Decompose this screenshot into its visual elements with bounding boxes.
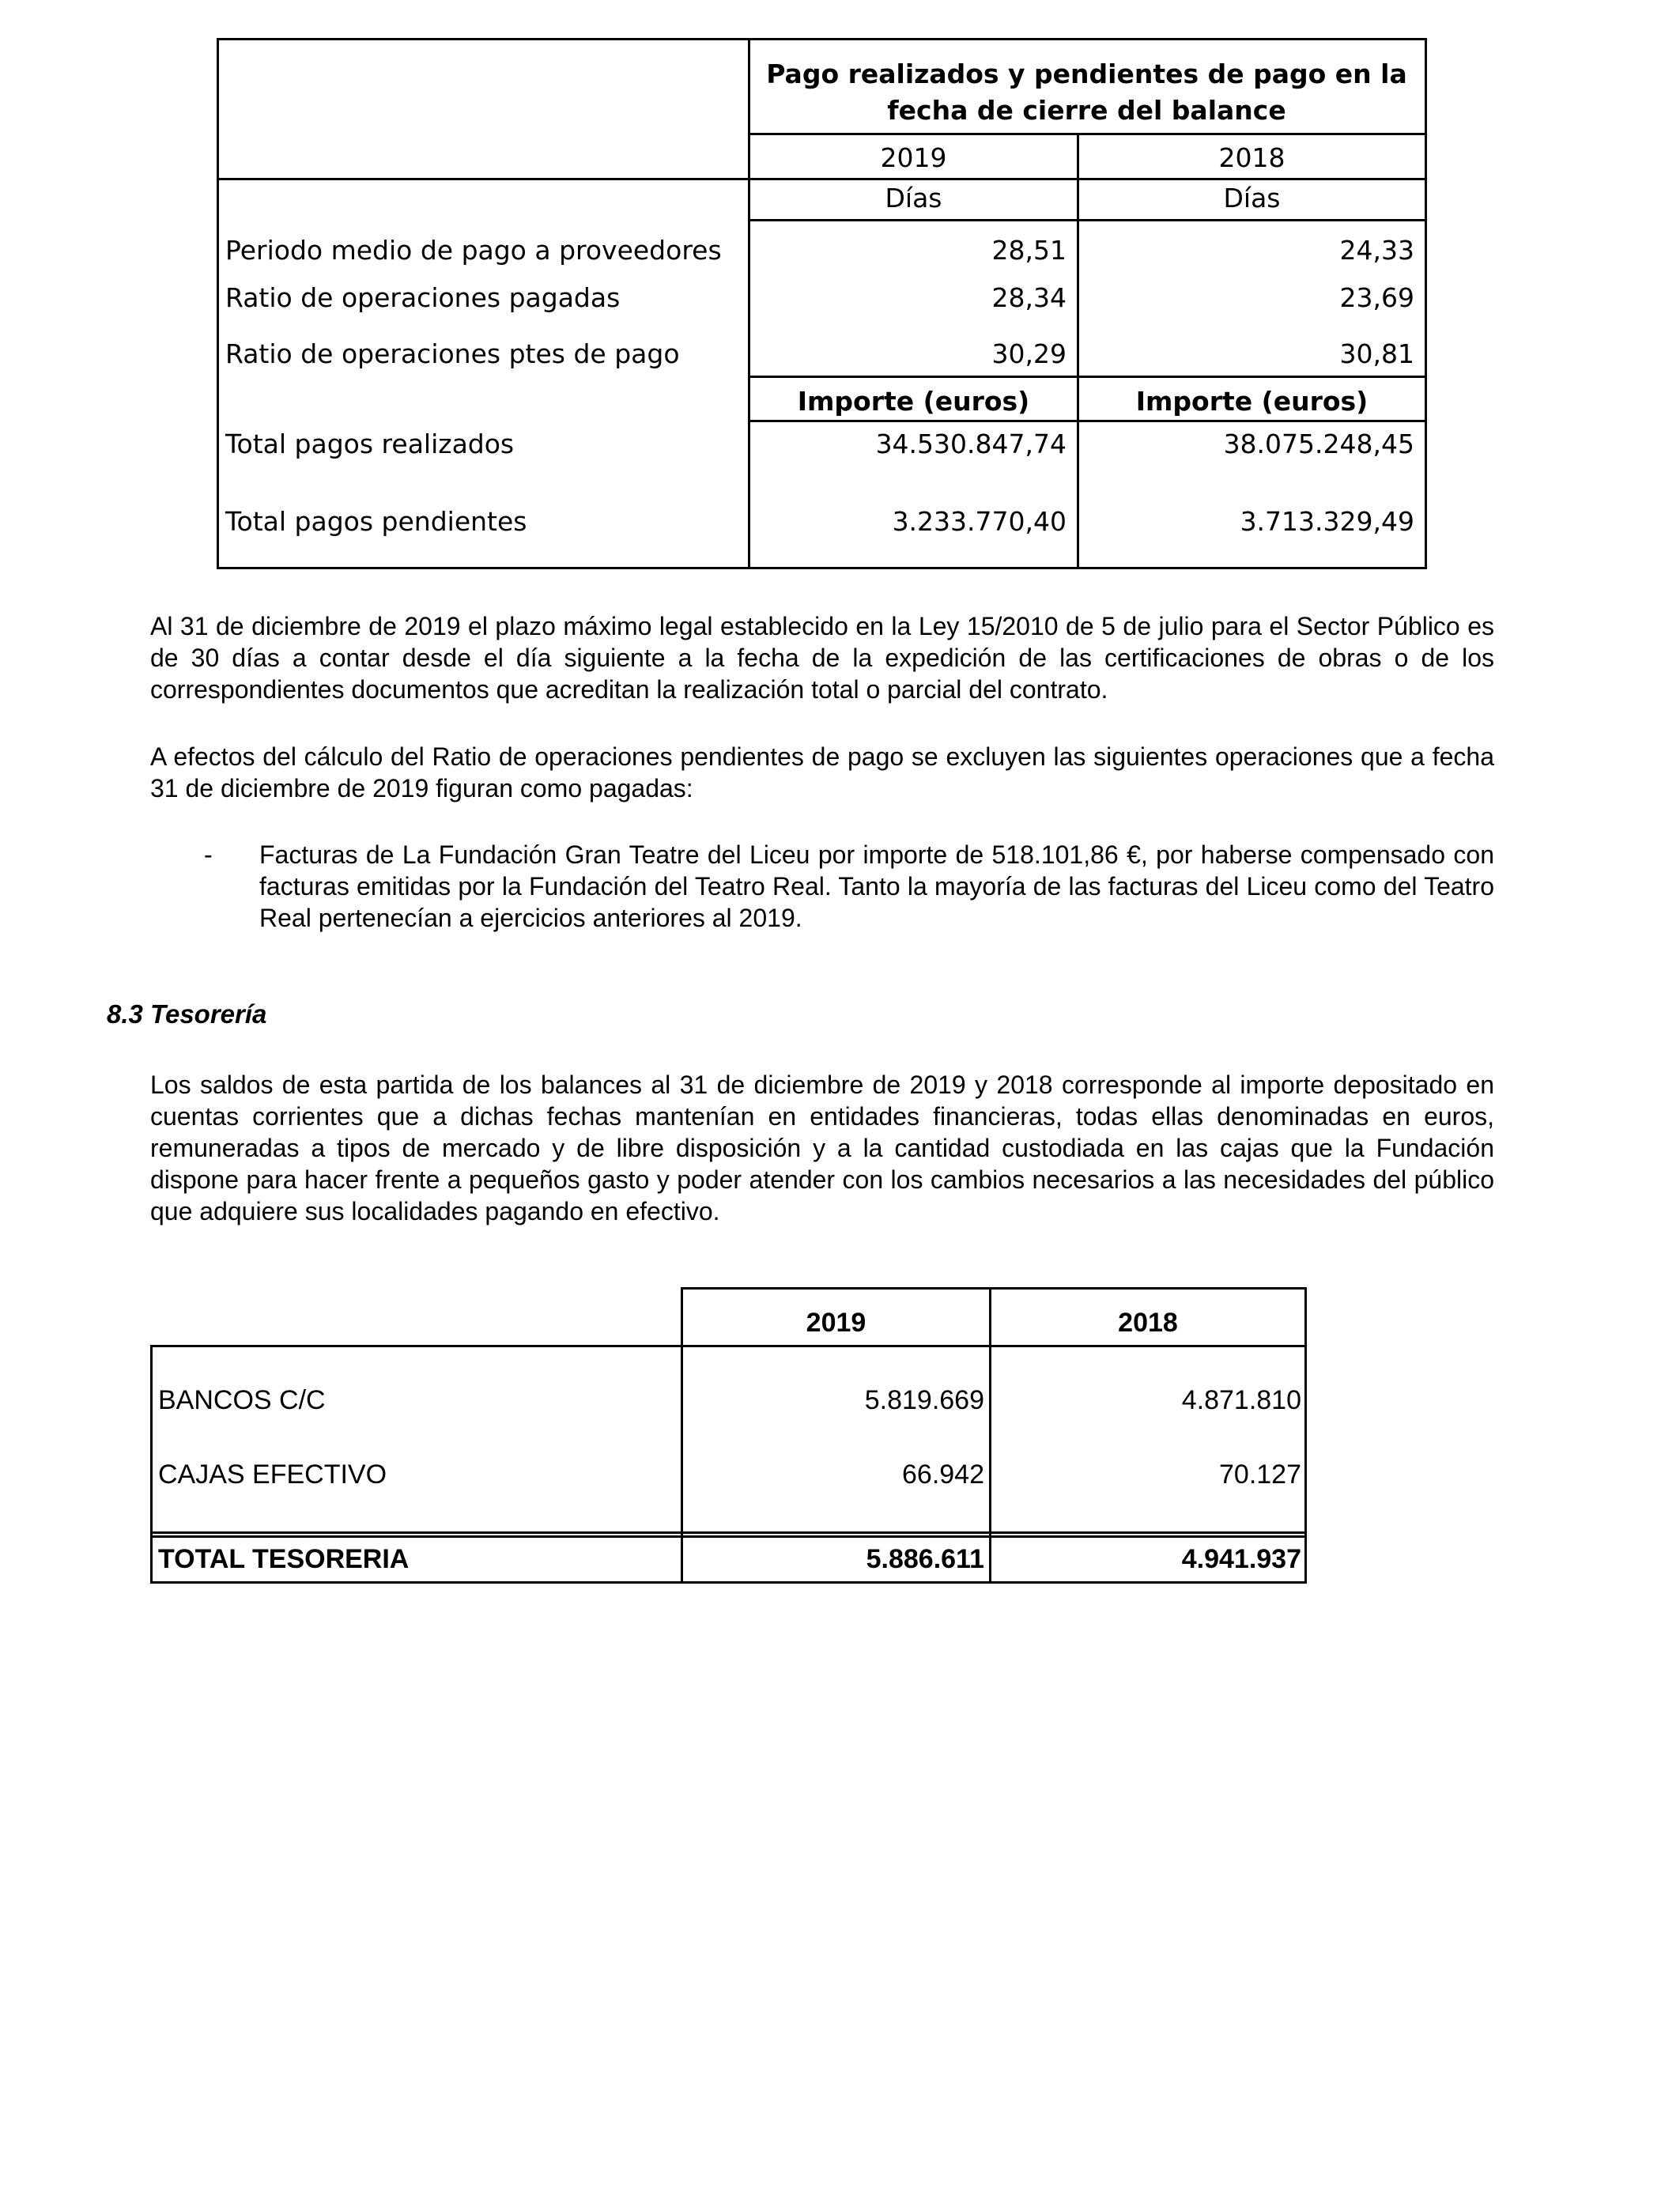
- value-2019: 28,51: [991, 235, 1067, 266]
- row-divider: [748, 219, 1425, 221]
- row-label: CAJAS EFECTIVO: [158, 1460, 387, 1490]
- value-2018: 70.127: [1219, 1460, 1301, 1490]
- row-divider: [748, 420, 1425, 422]
- payments-table: [217, 38, 1427, 569]
- section-heading: 8.3 Tesorería: [107, 999, 267, 1029]
- payments-table-title: Pago realizados y pendientes de pago en la fecha de cierre del balance: [766, 59, 1407, 126]
- row-label: Ratio de operaciones pagadas: [225, 282, 621, 313]
- year-2019: 2019: [806, 1308, 866, 1338]
- row-divider: [748, 376, 1425, 378]
- value-2018: 38.075.248,45: [1223, 429, 1414, 459]
- total-label: TOTAL TESORERIA: [158, 1544, 410, 1574]
- unit-days-2018: Días: [1223, 183, 1281, 213]
- bullet-item: Facturas de La Fundación Gran Teatre del Liceu por importe de 518.101,86 €, por haberse compensado con facturas emitidas por la Fundación del Teatro Real. Tanto la mayoría de las facturas del Liceu como del Teatro Real pertenecían a ejercicios anteriores al 2019.: [259, 840, 1494, 932]
- row-label: BANCOS C/C: [158, 1385, 326, 1415]
- value-2019: 3.233.770,40: [892, 506, 1067, 537]
- value-2019: 5.819.669: [864, 1385, 984, 1415]
- paragraph-treasury: Los saldos de esta partida de los balances al 31 de diciembre de 2019 y 2018 corresponde al importe depositado en cuentas corrientes que a dichas fechas mantenían en entidades financieras, todas ellas denominadas en euros, remuneradas a tipos de mercado y de libre disposición y a la cantidad custodiada en las cajas que la Fundación dispone para hacer frente a pequeños gasto y poder atender con los cambios necesarios a las necesidades del público que adquiere sus localidades pagando en efectivo.: [150, 1071, 1494, 1225]
- total-2019: 5.886.611: [866, 1544, 984, 1574]
- row-label: Periodo medio de pago a proveedores: [225, 235, 722, 266]
- value-2018: 23,69: [1339, 282, 1414, 313]
- value-2019: 66.942: [902, 1460, 984, 1490]
- value-2018: 24,33: [1339, 235, 1414, 266]
- value-2019: 28,34: [991, 282, 1067, 313]
- value-2018: 4.871.810: [1181, 1385, 1301, 1415]
- paragraph-ratio-exclusion: A efectos del cálculo del Ratio de operaciones pendientes de pago se excluyen las siguientes operaciones que a fecha 31 de diciembre de 2019 figuran como pagadas:: [150, 742, 1494, 802]
- row-label: Ratio de operaciones ptes de pago: [225, 338, 680, 369]
- row-divider: [748, 133, 1425, 135]
- unit-days-2019: Días: [885, 183, 942, 213]
- value-2019: 30,29: [991, 338, 1067, 369]
- total-2018: 4.941.937: [1181, 1544, 1301, 1574]
- value-2018: 3.713.329,49: [1240, 506, 1414, 537]
- year-2019: 2019: [880, 142, 947, 173]
- value-2019: 34.530.847,74: [875, 429, 1067, 459]
- year-2018: 2018: [1118, 1308, 1178, 1338]
- row-label: Total pagos pendientes: [225, 506, 527, 537]
- row-label: Total pagos realizados: [225, 429, 515, 459]
- total-divider: [150, 1535, 1307, 1538]
- paragraph-payment-term: Al 31 de diciembre de 2019 el plazo máximo legal establecido en la Ley 15/2010 de 5 de julio para el Sector Público es de 30 días a contar desde el día siguiente a la fecha de la expedición de las certificaciones de obras o de los correspondientes documentos que acreditan la realización total o parcial del contrato.: [150, 612, 1494, 704]
- row-divider: [219, 178, 1425, 180]
- bullet-marker: -: [204, 840, 213, 869]
- unit-amount-2019: Importe (euros): [797, 386, 1030, 417]
- total-divider: [150, 1531, 1307, 1534]
- year-2018: 2018: [1218, 142, 1285, 173]
- value-2018: 30,81: [1339, 338, 1414, 369]
- unit-amount-2018: Importe (euros): [1135, 386, 1369, 417]
